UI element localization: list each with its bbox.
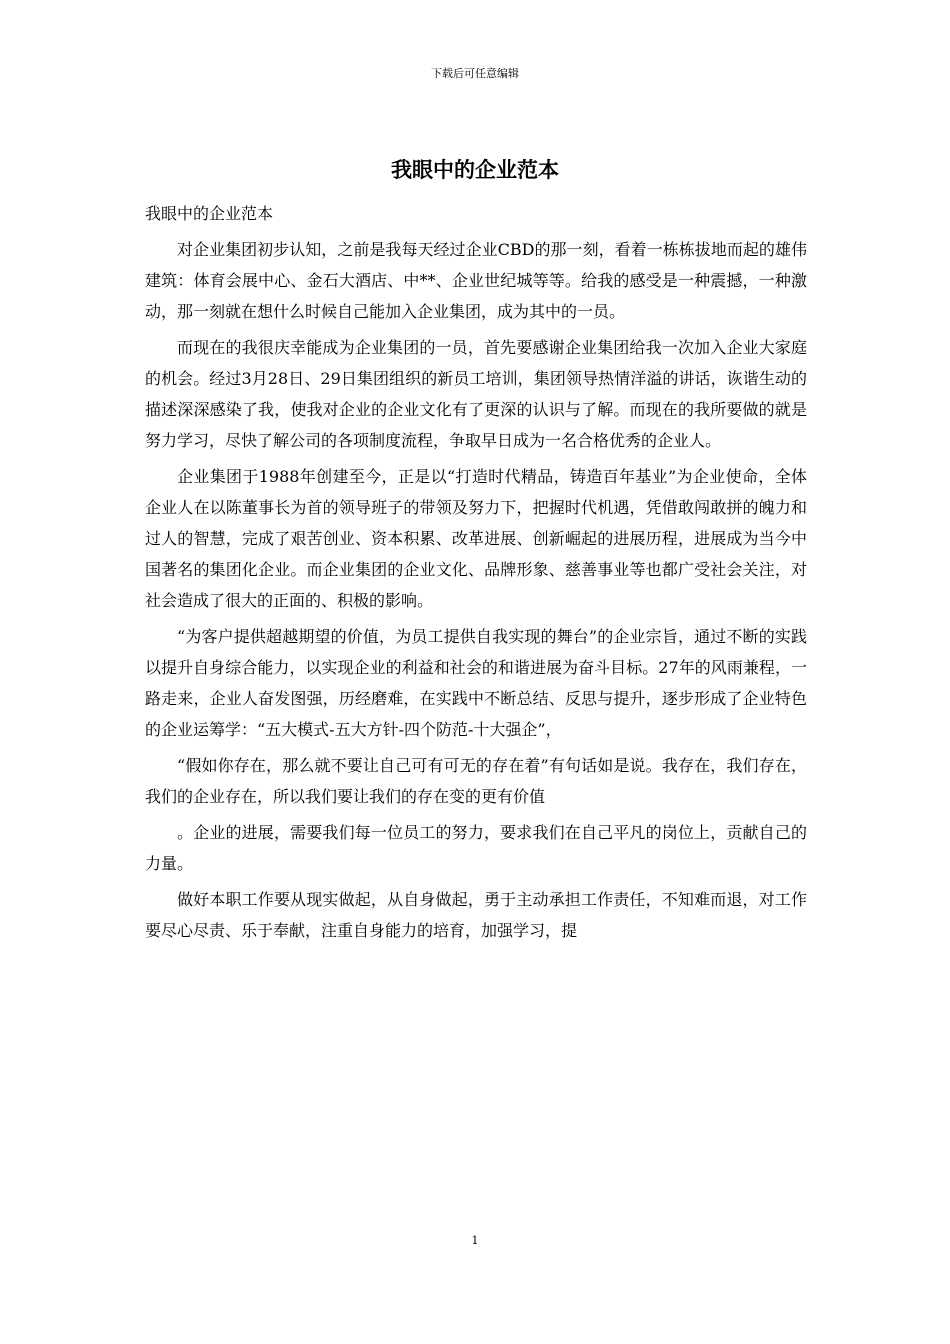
document-title: 我眼中的企业范本	[391, 157, 559, 182]
body-paragraph: 。企业的进展，需要我们每一位员工的努力，要求我们在自己平凡的岗位上，贡献自己的力量。	[145, 823, 807, 873]
body-paragraph: “假如你存在，那么就不要让自己可有可无的存在着”有句话如是说。我存在，我们存在，我们的企业存在，所以我们要让我们的存在变的更有价值	[145, 756, 807, 806]
body-paragraph: 做好本职工作要从现实做起，从自身做起，勇于主动承担工作责任，不知难而退，对工作要尽心尽责、乐于奉献，注重自身能力的培育，加强学习，提	[145, 890, 807, 940]
page-header: 下载后可任意编辑	[431, 67, 519, 80]
body-paragraph: “为客户提供超越期望的价值，为员工提供自我实现的舞台”的企业宗旨，通过不断的实践以提升自身综合能力，以实现企业的利益和社会的和谐进展为奋斗目标。27年的风雨兼程，一路走来，企业人奋发图强，历经磨难，在实践中不断总结、反思与提升，逐步形成了企业特色的企业运筹学：“五大模式-五大方针-四个防范-十大强企”，	[145, 627, 807, 739]
page-number: 1	[471, 1234, 479, 1247]
document-subtitle: 我眼中的企业范本	[145, 204, 274, 223]
body-paragraph: 而现在的我很庆幸能成为企业集团的一员，首先要感谢企业集团给我一次加入企业大家庭的机会。经过3月28日、29日集团组织的新员工培训，集团领导热情洋溢的讲话，诙谐生动的描述深深感染了我，使我对企业的企业文化有了更深的认识与了解。而现在的我所要做的就是努力学习，尽快了解公司的各项制度流程，争取早日成为一名合格优秀的企业人。	[145, 338, 807, 450]
body-paragraph: 企业集团于1988年创建至今，正是以“打造时代精品，铸造百年基业”为企业使命，全体企业人在以陈董事长为首的领导班子的带领及努力下，把握时代机遇，凭借敢闯敢拼的魄力和过人的智慧，完成了艰苦创业、资本积累、改革进展、创新崛起的进展历程，进展成为当今中国著名的集团化企业。而企业集团的企业文化、品牌形象、慈善事业等也都广受社会关注，对社会造成了很大的正面的、积极的影响。	[145, 467, 807, 610]
body-paragraph: 对企业集团初步认知，之前是我每天经过企业CBD的那一刻，看着一栋栋拔地而起的雄伟建筑：体育会展中心、金石大酒店、中**、企业世纪城等等。给我的感受是一种震撼，一种激动，那一刻就在想什么时候自己能加入企业集团，成为其中的一员。	[145, 240, 807, 321]
document-body	[145, 198, 807, 951]
